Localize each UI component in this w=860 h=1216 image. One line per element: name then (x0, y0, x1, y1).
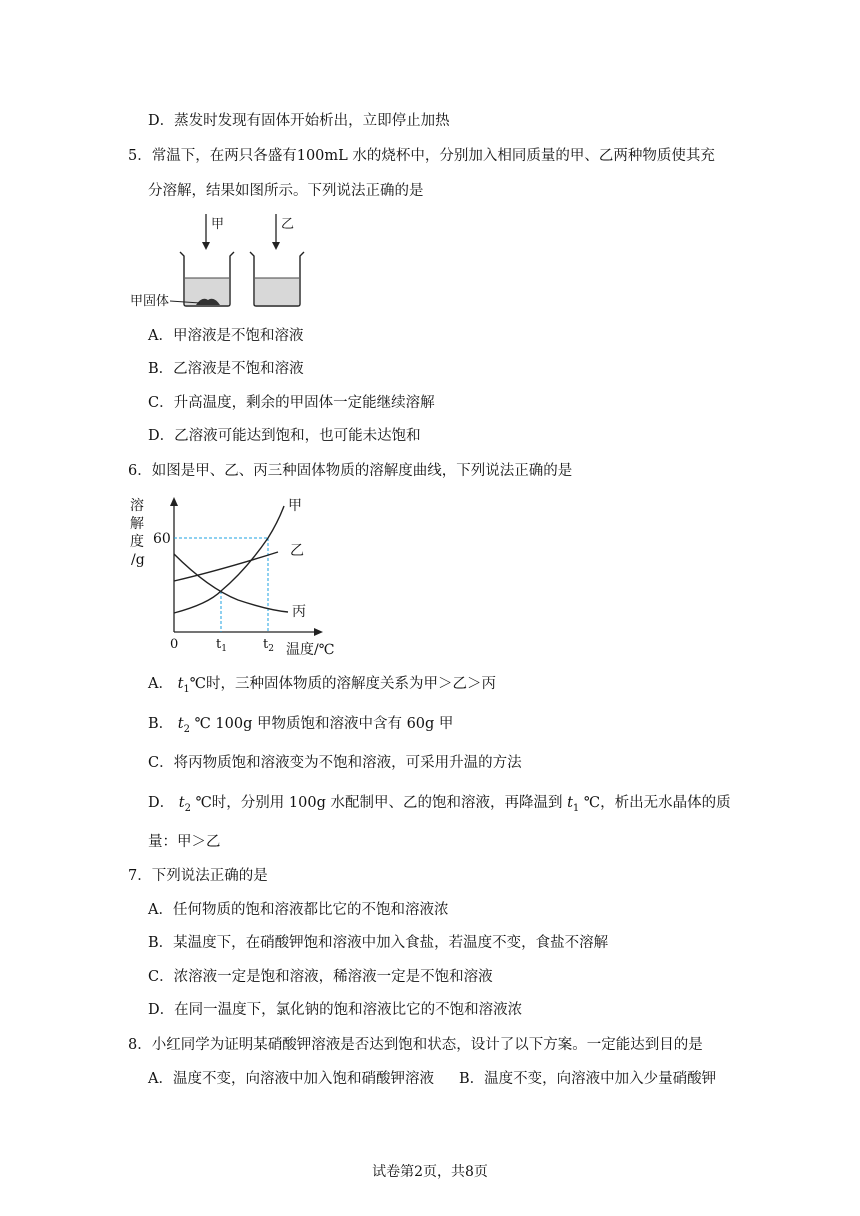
q8-option-b: B．温度不变，向溶液中加入少量硝酸钾 (459, 1071, 717, 1087)
solution-yi (255, 278, 299, 305)
curve-yi (174, 552, 278, 581)
label-solid: 甲固体 (130, 294, 170, 309)
q7-option-d: D．在同一温度下，氯化钠的饱和溶液比它的不饱和溶液浓 (148, 1002, 523, 1018)
q5-stem-line2: 分溶解，结果如图所示。下列说法正确的是 (148, 183, 424, 199)
q8-stem: 8．小红同学为证明某硝酸钾溶液是否达到饱和状态，设计了以下方案。一定能达到目的是 (128, 1037, 703, 1053)
curve-bing-label: 丙 (292, 604, 306, 620)
y-label-2: 解 (130, 516, 144, 532)
t2-label: $t_2$ (263, 637, 274, 654)
x-axis-label: 温度/℃ (286, 642, 335, 658)
t1-label: $t_1$ (216, 637, 227, 654)
origin-label: 0 (170, 637, 179, 652)
q5-option-b: B．乙溶液是不饱和溶液 (148, 361, 304, 377)
q6-option-b: B． $t_2$ ℃ 100g 甲物质饱和溶液中含有 60g 甲 (148, 716, 454, 735)
y-label-3: 度 (130, 534, 144, 550)
q8-option-a: A．温度不变，向溶液中加入饱和硝酸钾溶液 (148, 1071, 434, 1087)
q5-option-c: C．升高温度，剩余的甲固体一定能继续溶解 (148, 395, 435, 411)
q5-option-d: D．乙溶液可能达到饱和，也可能未达饱和 (148, 428, 421, 444)
q6-option-a: A． $t_1℃$时，三种固体物质的溶解度关系为甲＞乙＞丙 (148, 676, 497, 695)
curve-yi-label: 乙 (290, 543, 304, 559)
q7-option-a: A．任何物质的饱和溶液都比它的不饱和溶液浓 (148, 902, 449, 918)
label-jia: 甲 (211, 217, 225, 232)
q6-stem: 6．如图是甲、乙、丙三种固体物质的溶解度曲线，下列说法正确的是 (128, 463, 573, 479)
y-tick-60: 60 (153, 531, 171, 547)
q7-option-b: B．某温度下，在硝酸钾饱和溶液中加入食盐，若温度不变，食盐不溶解 (148, 935, 609, 951)
label-yi: 乙 (281, 217, 295, 232)
q5-option-a: A．甲溶液是不饱和溶液 (148, 328, 304, 344)
q7-stem: 7．下列说法正确的是 (128, 868, 268, 884)
curve-jia-label: 甲 (288, 498, 302, 514)
q6-option-d-line2: 量：甲＞乙 (148, 834, 221, 850)
q6-option-d: D． $t_2$ ℃时，分别用 100g 水配制甲、乙的饱和溶液，再降温到 $t_1$ ℃，析出无水晶体的质 (148, 795, 731, 814)
page-footer: 试卷第2页，共8页 (372, 1164, 488, 1180)
q5-stem-line1: 5．常温下，在两只各盛有100mL 水的烧杯中，分别加入相同质量的甲、乙两种物质使其充 (128, 148, 715, 164)
y-label-4: /g (131, 552, 145, 568)
solubility-chart (128, 492, 335, 662)
q4-option-d: D．蒸发时发现有固体开始析出，立即停止加热 (148, 113, 450, 129)
q6-option-c: C．将丙物质饱和溶液变为不饱和溶液，可采用升温的方法 (148, 755, 522, 771)
beaker-figure (128, 212, 328, 312)
y-label-1: 溶 (130, 498, 144, 514)
q7-option-c: C．浓溶液一定是饱和溶液，稀溶液一定是不饱和溶液 (148, 969, 493, 985)
arrow-jia-head (202, 242, 210, 250)
arrow-yi-head (272, 242, 280, 250)
